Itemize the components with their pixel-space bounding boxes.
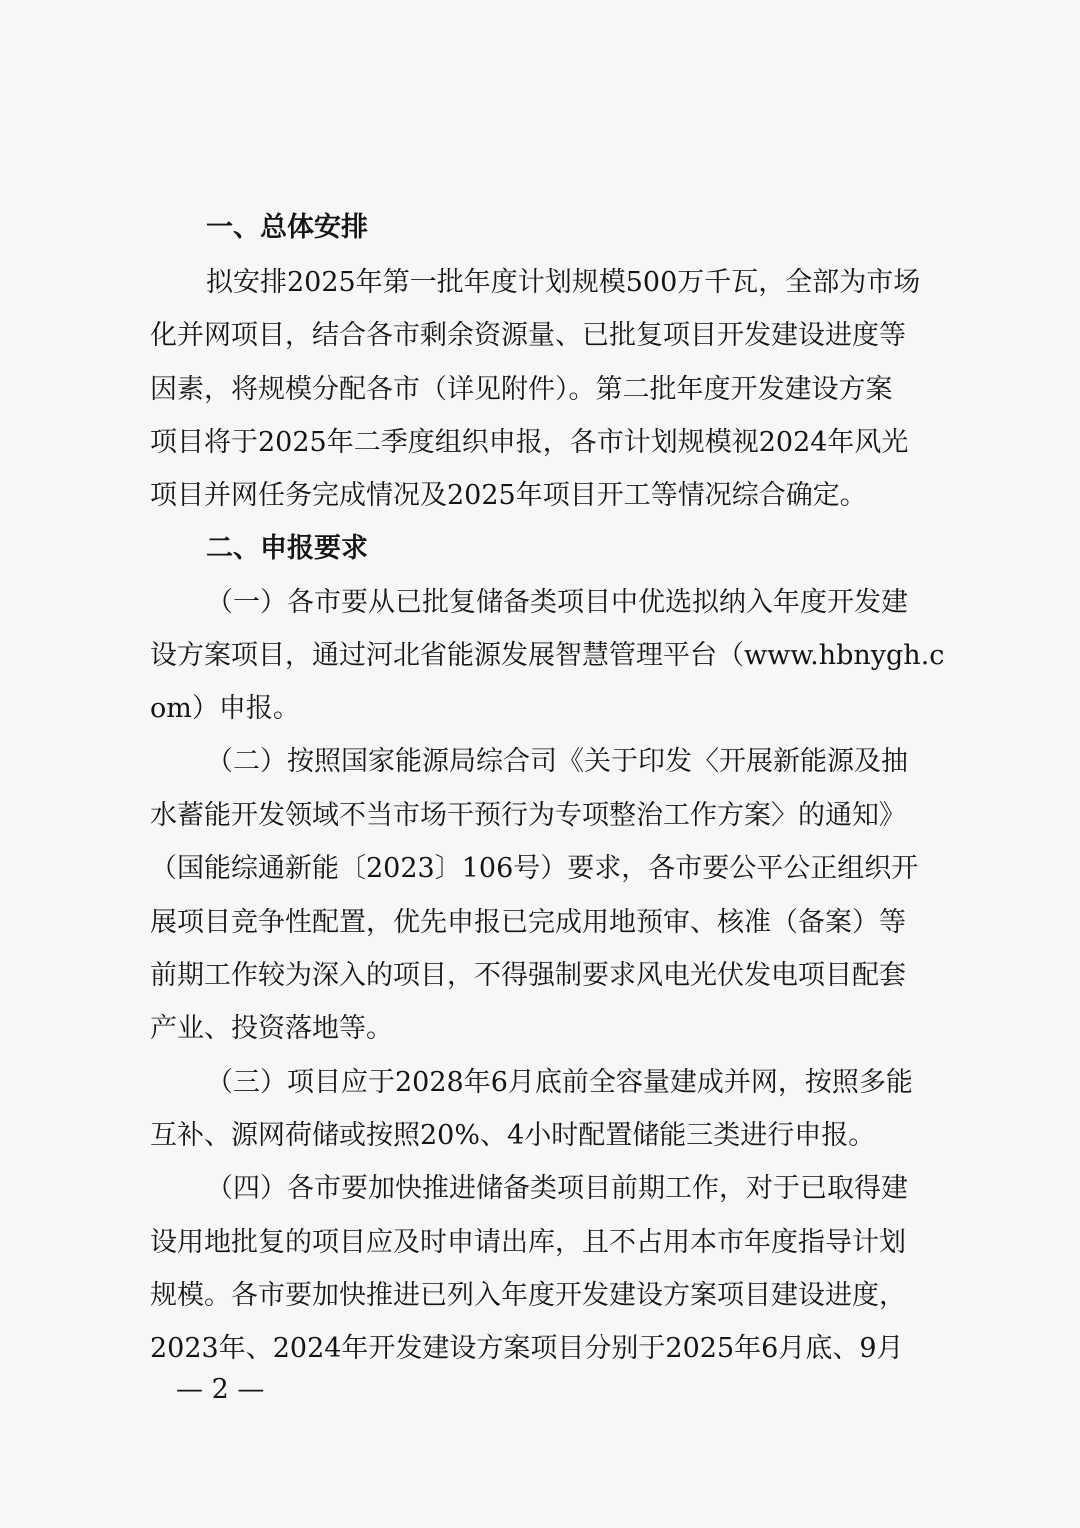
paragraph-line: 项目将于2025年二季度组织申报，各市计划规模视2024年风光 bbox=[150, 427, 909, 458]
paragraph-line: 项目并网任务完成情况及2025年项目开工等情况综合确定。 bbox=[150, 480, 867, 511]
paragraph-line: om）申报。 bbox=[150, 693, 300, 724]
paragraph-line: （国能综通新能〔2023〕106号）要求，各市要公平公正组织开 bbox=[150, 853, 919, 884]
paragraph-line: 规模。各市要加快推进已列入年度开发建设方案项目建设进度， bbox=[150, 1280, 906, 1311]
paragraph-line: 互补、源网荷储或按照20%、4小时配置储能三类进行申报。 bbox=[150, 1120, 876, 1151]
paragraph-line: 拟安排2025年第一批年度计划规模500万千瓦，全部为市场 bbox=[206, 267, 921, 298]
section-heading-1: 一、总体安排 bbox=[206, 212, 368, 243]
paragraph-line: 产业、投资落地等。 bbox=[150, 1013, 393, 1044]
paragraph-line: 展项目竞争性配置，优先申报已完成用地预审、核准（备案）等 bbox=[150, 907, 906, 938]
paragraph-line: （一）各市要从已批复储备类项目中优选拟纳入年度开发建 bbox=[206, 587, 908, 618]
paragraph-line: 化并网项目，结合各市剩余资源量、已批复项目开发建设进度等 bbox=[150, 320, 906, 351]
paragraph-line: 水蓄能开发领域不当市场干预行为专项整治工作方案〉的通知》 bbox=[150, 800, 906, 831]
paragraph-line: 设用地批复的项目应及时申请出库，且不占用本市年度指导计划 bbox=[150, 1227, 906, 1258]
paragraph-line: （二）按照国家能源局综合司《关于印发〈开展新能源及抽 bbox=[206, 746, 908, 777]
paragraph-line: 前期工作较为深入的项目，不得强制要求风电光伏发电项目配套 bbox=[150, 960, 906, 991]
section-heading-2: 二、申报要求 bbox=[206, 533, 368, 564]
paragraph-line: （四）各市要加快推进储备类项目前期工作，对于已取得建 bbox=[206, 1173, 908, 1204]
paragraph-line: （三）项目应于2028年6月底前全容量建成并网，按照多能 bbox=[206, 1067, 913, 1098]
paragraph-line: 2023年、2024年开发建设方案项目分别于2025年6月底、9月 bbox=[150, 1333, 904, 1364]
paragraph-line: 因素，将规模分配各市（详见附件）。第二批年度开发建设方案 bbox=[150, 374, 893, 405]
paragraph-line: 设方案项目，通过河北省能源发展智慧管理平台（www.hbnygh.c bbox=[150, 640, 945, 671]
page-number: — 2 — bbox=[176, 1374, 265, 1405]
